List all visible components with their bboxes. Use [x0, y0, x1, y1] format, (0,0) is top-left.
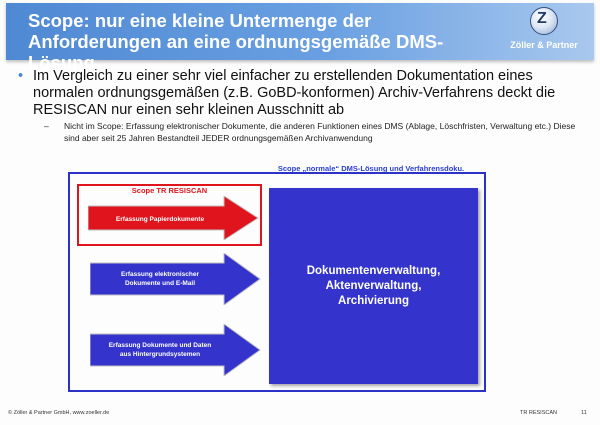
arrow-paper-capture-label: Erfassung Papierdokumente	[115, 216, 205, 223]
sub-bullet-text: Nicht im Scope: Erfassung elektronischer Dokumente, die anderen Funktionen eines DMS (Ablage, Löschfristen, Verwaltung etc.) Diese sind aber seit 25 Jahren Bestandteil JEDER ordnungsgemäßen Archivanwendung	[64, 121, 576, 143]
company-logo	[504, 7, 584, 57]
footer-page-number: 11	[581, 410, 587, 416]
main-bullet	[18, 68, 578, 119]
arrow-background-systems-line1: Erfassung Dokumente und Daten	[108, 342, 212, 349]
title-bar	[6, 3, 594, 73]
slide-title: Scope: nur eine kleine Untermenge der Anforderungen an eine ordnungsgemäße DMS-Lösung	[28, 10, 444, 73]
dms-functions-label	[269, 264, 478, 309]
sub-bullet	[44, 120, 584, 144]
scope-tr-label: Scope TR RESISCAN	[131, 186, 208, 195]
logo-mark-letter: Z	[537, 10, 547, 27]
dms-functions-line2: Aktenverwaltung,	[325, 280, 422, 292]
sub-bullet-marker: –	[44, 121, 49, 131]
main-bullet-text: Im Vergleich zu einer sehr viel einfacher zu erstellenden Dokumentation eines normalen ordnungsgemäßen (z.B. GoBD-konformen) Archiv-Verfahrens deckt die RESISCAN nur einen sehr kleinen Ausschnitt ab	[33, 68, 556, 118]
scope-normal-label: Scope „normale“ DMS-Lösung und Verfahrensdoku.	[277, 164, 465, 173]
footer-topic: TR RESISCAN	[520, 410, 557, 416]
dms-functions-line1: Dokumentenverwaltung,	[306, 265, 441, 277]
footer-copyright: © Zöller & Partner GmbH, www.zoeller.de	[8, 410, 110, 416]
logo-emblem-icon	[530, 7, 558, 35]
arrow-background-systems-line2: aus Hintergrundsystemen	[119, 351, 201, 358]
arrow-electronic-capture-label	[92, 270, 228, 288]
bullet-marker: •	[18, 68, 24, 84]
dms-functions-line3: Archivierung	[338, 295, 409, 307]
arrow-electronic-capture-line2: Dokumente und E-Mail	[124, 280, 196, 287]
arrow-electronic-capture-line1: Erfassung elektronischer	[120, 271, 200, 278]
logo-text: Zöller & Partner	[510, 40, 578, 50]
arrow-background-systems-label	[92, 341, 228, 359]
